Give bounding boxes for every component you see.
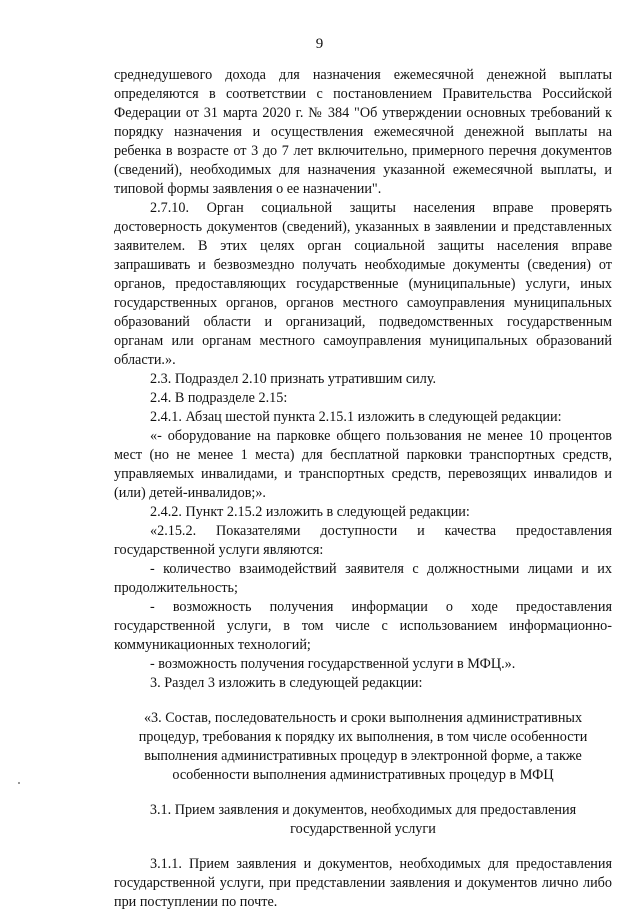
section-heading: «3. Состав, последовательность и сроки выполнения административных процедур, требования к порядку их выполнения, в том числе особенности выполнения административных процедур в электронной форме, а также особенности выполнения административных процедур в МФЦ bbox=[138, 710, 588, 783]
paragraph-2-15-2: «2.15.2. Показателями доступности и качества предоставления государственной услуги являются: bbox=[114, 523, 612, 558]
paragraph-3-1-1: 3.1.1. Прием заявления и документов, необходимых для предоставления государственной услуги, при представлении заявления и документов лично либо при поступлении по почте. bbox=[114, 856, 612, 910]
paragraph-income-continuation: среднедушевого дохода для назначения ежемесячной денежной выплаты определяются в соответствии с постановлением Правительства Российской Федерации от 31 марта 2020 г. № 384 "Об утверждении основных требований к порядку назначения и осуществления ежемесячной денежной выплаты на ребенка в возрасте от 3 до 7 лет включительно, примерного перечня документов (сведений), необходимых для назначения указанной ежемесячной выплаты, и типовой формы заявления о ее назначении". bbox=[114, 67, 612, 197]
paragraph-2-4-1: 2.4.1. Абзац шестой пункта 2.15.1 изложить в следующей редакции: bbox=[150, 409, 562, 425]
paragraph-2-4-2: 2.4.2. Пункт 2.15.2 изложить в следующей редакции: bbox=[150, 504, 470, 520]
list-item-interactions: - количество взаимодействий заявителя с должностными лицами и их продолжительность; bbox=[114, 561, 612, 596]
paragraph-2-3: 2.3. Подраздел 2.10 признать утратившим силу. bbox=[150, 371, 437, 387]
list-item-mfc: - возможность получения государственной услуги в МФЦ.». bbox=[150, 656, 516, 672]
paragraph-section-3: 3. Раздел 3 изложить в следующей редакции: bbox=[150, 675, 423, 691]
paragraph-parking-quote: «- оборудование на парковке общего пользования не менее 10 процентов мест (но не менее 1 места) для бесплатной парковки транспортных средств, управляемых инвалидами, и транспортных средств, перевозящих инвалидов и (или) детей-инвалидов;». bbox=[114, 428, 612, 501]
document-body bbox=[114, 66, 612, 912]
paragraph-2-4: 2.4. В подразделе 2.15: bbox=[150, 390, 288, 406]
scan-mark bbox=[18, 782, 20, 784]
subsection-heading: 3.1. Прием заявления и документов, необходимых для предоставления государственной услуги bbox=[149, 802, 577, 837]
list-item-information: - возможность получения информации о ходе предоставления государственной услуги, в том числе с использованием информационно-коммуникационных технологий; bbox=[114, 599, 612, 653]
paragraph-2-7-10: 2.7.10. Орган социальной защиты населения вправе проверять достоверность документов (сведений), указанных в заявлении и представленных заявителем. В этих целях орган социальной защиты населения вправе запрашивать и безвозмездно получать необходимые документы (сведения) от органов, предоставляющих государственные (муниципальные) услуги, иных государственных органов, органов местного самоуправления муниципальных образований области и организаций, подведомственных государственным органам или органам местного самоуправления муниципальных образований области.». bbox=[114, 200, 612, 368]
page-number: 9 bbox=[315, 36, 324, 52]
